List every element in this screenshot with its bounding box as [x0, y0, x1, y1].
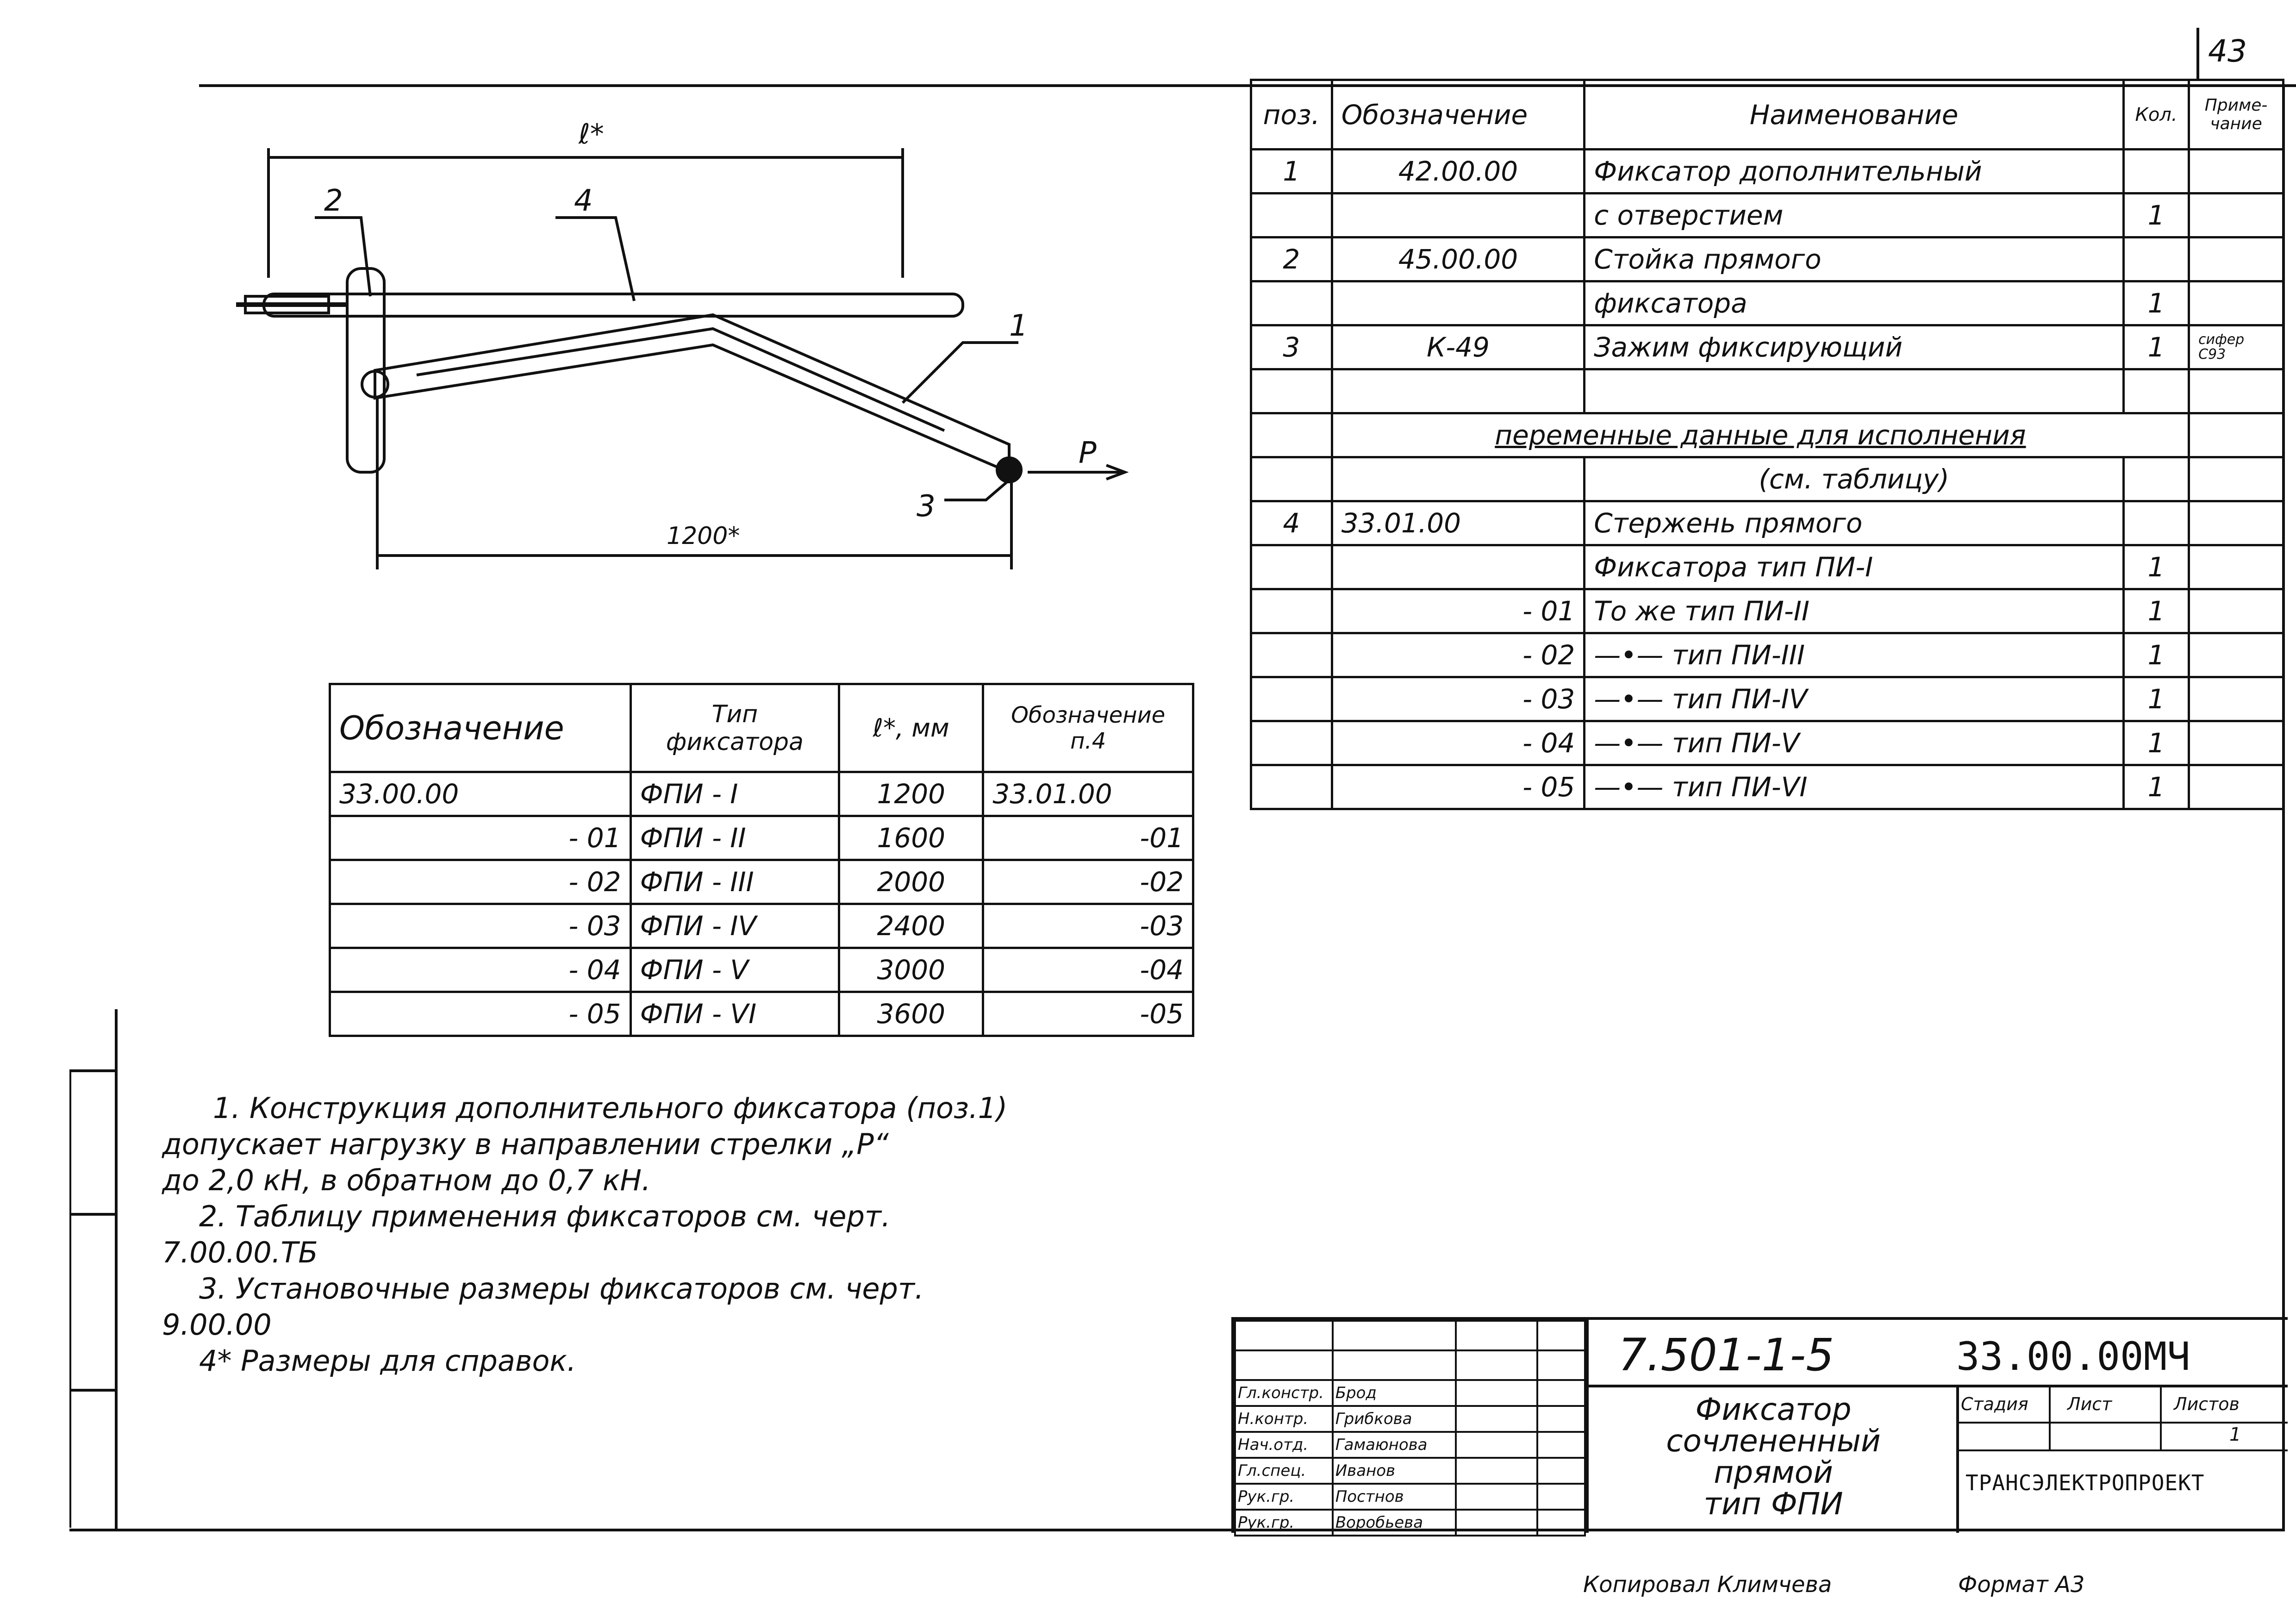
page-number: 43: [2208, 33, 2247, 69]
organization: ТРАНСЭЛЕКТРОПРОЕКТ: [1965, 1470, 2205, 1495]
col-type: Тип фиксатора: [630, 684, 839, 772]
table-row: - 04 —•— тип ПИ-V 1: [1251, 721, 2284, 765]
col-length: ℓ*, мм: [839, 684, 983, 772]
stage-label: Стадия: [1961, 1394, 2028, 1414]
sheets-value: 1: [2229, 1424, 2241, 1445]
signature-row: Нач.отд. Гамаюнова: [1235, 1432, 1585, 1458]
fixator-pos1: [375, 315, 1009, 472]
table-row: фиксатора 1: [1251, 281, 2284, 325]
variant-table-header: [330, 684, 1193, 772]
signature-table: [1234, 1320, 1586, 1537]
title-block: [1231, 1317, 2288, 1533]
note-line: 4* Размеры для справок.: [199, 1344, 576, 1378]
col-designation: Обозначение: [330, 684, 631, 772]
spec-table-header: [1251, 80, 2284, 150]
callout-1: 1: [1009, 309, 1028, 343]
table-row: - 05 —•— тип ПИ-VI 1: [1251, 765, 2284, 809]
signature-row: Рук.гр. Воробьева: [1235, 1510, 1585, 1536]
page-number-divider: [2196, 28, 2199, 79]
note-line: 1. Конструкция дополнительного фиксатора (поз.1): [213, 1091, 1008, 1125]
force-label-p: P: [1079, 436, 1097, 470]
sheets-label: Листов: [2174, 1394, 2240, 1414]
callout-4: 4: [574, 184, 593, 218]
table-row: - 02 —•— тип ПИ-III 1: [1251, 633, 2284, 677]
col-qty: Кол.: [2123, 80, 2189, 150]
margin-strip: [69, 1213, 115, 1216]
spec-table: [1250, 79, 2284, 810]
assembly-drawing: [222, 111, 1194, 593]
note-line: 9.00.00: [162, 1308, 272, 1342]
footer-format: Формат А3: [1958, 1572, 2085, 1598]
note-line: 7.00.00.ТБ: [162, 1236, 318, 1269]
col-pos: поз.: [1251, 80, 1332, 150]
signature-row: Н.контр. Грибкова: [1235, 1406, 1585, 1432]
table-row: с отверстием 1: [1251, 194, 2284, 237]
title-text: Фиксатор сочлененный прямой тип ФПИ: [1666, 1392, 1881, 1522]
table-row: 2 45.00.00 Стойка прямого: [1251, 237, 2284, 281]
rod-pos4: [264, 294, 963, 316]
margin-strip: [69, 1389, 115, 1392]
table-row: 3 К-49 Зажим фиксирующий 1 сифер С93: [1251, 325, 2284, 369]
table-row: - 01 ФПИ - II 1600 -01: [330, 816, 1193, 860]
margin-strip-edge: [69, 1069, 71, 1528]
col-note: Приме-чание: [2189, 80, 2284, 150]
table-row: - 03 —•— тип ПИ-IV 1: [1251, 677, 2284, 721]
table-row-section-heading: переменные данные для исполнения: [1251, 413, 2284, 457]
sheet-label: Лист: [2067, 1394, 2112, 1414]
signature-row: Гл.констр. Брод: [1235, 1380, 1585, 1406]
signature-row: Рук.гр. Постнов: [1235, 1484, 1585, 1510]
footer-copied-by: Копировал Климчева: [1583, 1572, 1832, 1598]
note-line: допускает нагрузку в направлении стрелки „P“: [162, 1127, 889, 1161]
label-1200: 1200*: [667, 522, 740, 550]
table-row: [1251, 369, 2284, 413]
table-row: 33.00.00 ФПИ - I 1200 33.01.00: [330, 772, 1193, 816]
drawing-code: 7.501-1-5: [1618, 1329, 1834, 1381]
table-row: - 04 ФПИ - V 3000 -04: [330, 948, 1193, 992]
note-line: 2. Таблицу применения фиксаторов см. черт.: [199, 1199, 891, 1233]
variant-table: [329, 683, 1194, 1037]
callout-3: 3: [917, 489, 936, 524]
table-row: - 03 ФПИ - IV 2400 -03: [330, 904, 1193, 948]
label-l-star: ℓ*: [579, 118, 604, 150]
callout-2: 2: [324, 184, 343, 218]
notes: [162, 1090, 1227, 1379]
table-row: - 01 То же тип ПИ-II 1: [1251, 589, 2284, 633]
document-number: 33.00.00МЧ: [1956, 1334, 2190, 1379]
signature-row: Гл.спец. Иванов: [1235, 1458, 1585, 1484]
table-row: - 02 ФПИ - III 2000 -02: [330, 860, 1193, 904]
frame-left-line: [115, 1009, 118, 1531]
col-name: Наименование: [1585, 80, 2124, 150]
table-row: 1 42.00.00 Фиксатор дополнительный: [1251, 150, 2284, 194]
note-line: 3. Установочные размеры фиксаторов см. черт.: [199, 1272, 924, 1305]
table-row: (см. таблицу): [1251, 457, 2284, 501]
table-row: Фиксатора тип ПИ-I 1: [1251, 545, 2284, 589]
margin-strip: [69, 1069, 115, 1072]
col-pos4: Обозначение п.4: [983, 684, 1193, 772]
table-row: - 05 ФПИ - VI 3600 -05: [330, 992, 1193, 1036]
col-designation: Обозначение: [1332, 80, 1585, 150]
note-line: до 2,0 кН, в обратном до 0,7 кН.: [162, 1163, 651, 1197]
table-row: 4 33.01.00 Стержень прямого: [1251, 501, 2284, 545]
